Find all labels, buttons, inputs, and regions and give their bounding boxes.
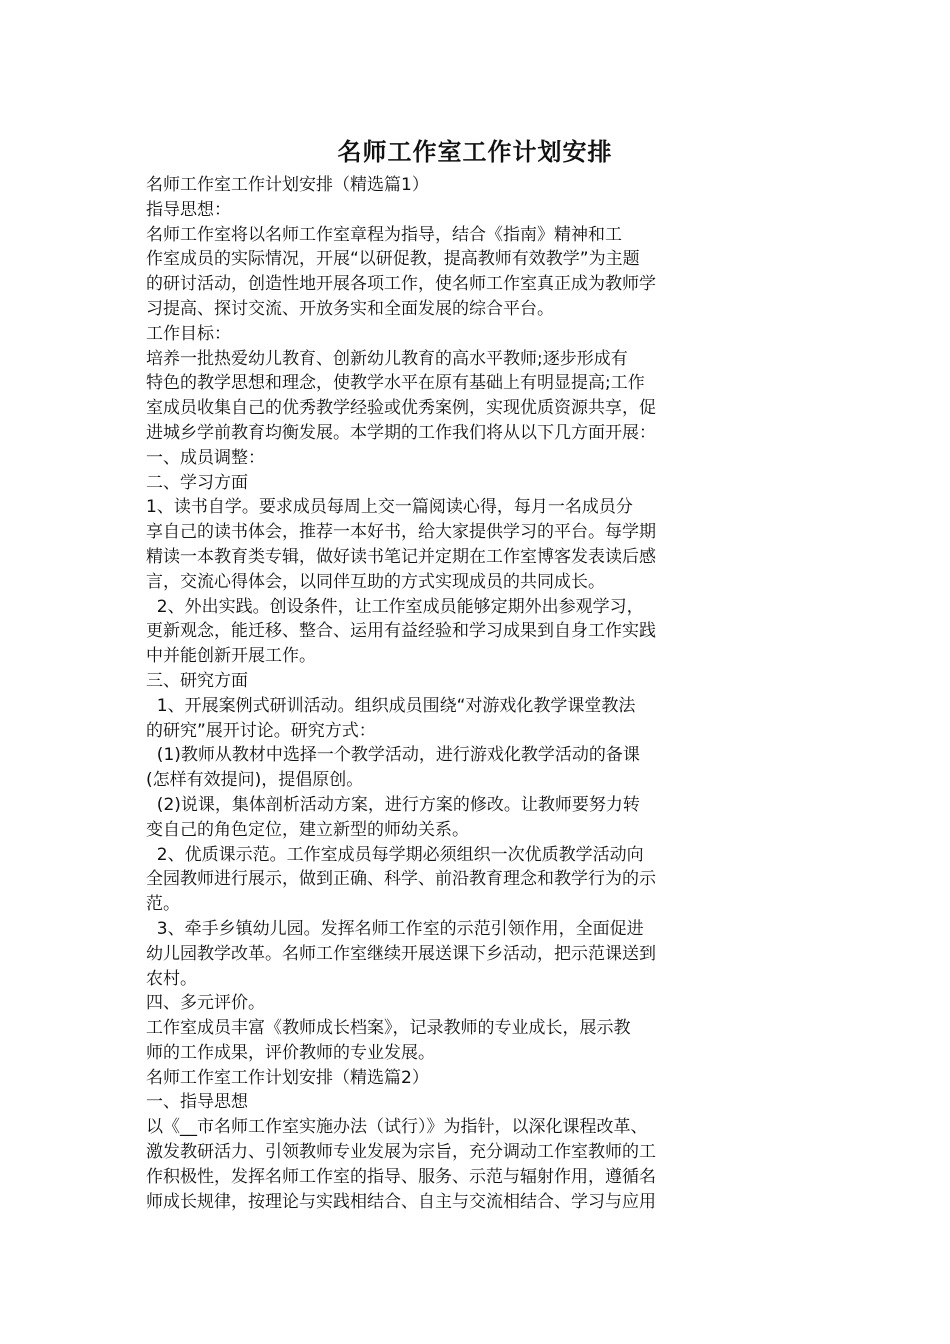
paragraph-line: 师的工作成果，评价教师的专业发展。 bbox=[146, 1042, 435, 1063]
paragraph-line: 农村。 bbox=[146, 968, 197, 989]
paragraph-line: 范。 bbox=[146, 894, 180, 915]
paragraph-line: 进城乡学前教育均衡发展。本学期的工作我们将从以下几方面开展： bbox=[146, 422, 656, 443]
paragraph-line: 以《__市名师工作室实施办法（试行）》为指针，以深化课程改革、 bbox=[146, 1117, 648, 1138]
document-title: 名师工作室工作计划安排 bbox=[337, 138, 613, 166]
paragraph-line: 享自己的读书体会，推荐一本好书，给大家提供学习的平台。每学期 bbox=[146, 522, 656, 543]
paragraph-line: 作室成员的实际情况，开展“以研促教，提高教师有效教学”为主题 bbox=[146, 249, 640, 270]
paragraph-line: 名师工作室工作计划安排（精选篇2） bbox=[146, 1067, 429, 1088]
paragraph-line: 三、研究方面 bbox=[146, 670, 248, 691]
paragraph-line: 3、牵手乡镇幼儿园。发挥名师工作室的示范引领作用，全面促进 bbox=[146, 918, 644, 939]
paragraph-line: 全园教师进行展示，做到正确、科学、前沿教育理念和教学行为的示 bbox=[146, 869, 656, 890]
paragraph-line: 精读一本教育类专辑，做好读书笔记并定期在工作室博客发表读后感 bbox=[146, 546, 656, 567]
paragraph-line: 作积极性，发挥名师工作室的指导、服务、示范与辐射作用，遵循名 bbox=[146, 1166, 656, 1187]
paragraph-line: 习提高、探讨交流、开放务实和全面发展的综合平台。 bbox=[146, 298, 554, 319]
paragraph-line: 工作目标： bbox=[146, 323, 231, 344]
paragraph-line: 名师工作室工作计划安排（精选篇1） bbox=[146, 175, 429, 195]
paragraph-line: 变自己的角色定位，建立新型的师幼关系。 bbox=[146, 819, 469, 840]
paragraph-line: 1、开展案例式研训活动。组织成员围绕“对游戏化教学课堂教法 bbox=[146, 695, 636, 716]
paragraph-line: 一、成员调整： bbox=[146, 447, 265, 468]
paragraph-line: (2)说课，集体剖析活动方案，进行方案的修改。让教师要努力转 bbox=[146, 794, 640, 815]
paragraph-line: 工作室成员丰富《教师成长档案》，记录教师的专业成长，展示教 bbox=[146, 1018, 631, 1039]
document-body bbox=[146, 173, 726, 1214]
paragraph-line: 四、多元评价。 bbox=[146, 993, 265, 1014]
paragraph-line: (1)教师从教材中选择一个教学活动，进行游戏化教学活动的备课 bbox=[146, 745, 640, 766]
paragraph-line: 的研讨活动，创造性地开展各项工作，使名师工作室真正成为教师学 bbox=[146, 274, 656, 295]
paragraph-line: 1、读书自学。要求成员每周上交一篇阅读心得，每月一名成员分 bbox=[146, 497, 633, 518]
paragraph-line: 言，交流心得体会，以同伴互助的方式实现成员的共同成长。 bbox=[146, 571, 605, 592]
paragraph-line: 特色的教学思想和理念，使教学水平在原有基础上有明显提高;工作 bbox=[146, 373, 645, 394]
paragraph-line: 培养一批热爱幼儿教育、创新幼儿教育的高水平教师;逐步形成有 bbox=[146, 348, 628, 369]
paragraph-line: 指导思想： bbox=[146, 199, 231, 220]
paragraph-line: (怎样有效提问)，提倡原创。 bbox=[146, 770, 364, 791]
paragraph-line: 激发教研活力、引领教师专业发展为宗旨，充分调动工作室教师的工 bbox=[146, 1142, 656, 1163]
paragraph-line: 更新观念，能迁移、整合、运用有益经验和学习成果到自身工作实践 bbox=[146, 621, 656, 642]
paragraph-line: 幼儿园教学改革。名师工作室继续开展送课下乡活动，把示范课送到 bbox=[146, 943, 656, 964]
paragraph-line: 中并能创新开展工作。 bbox=[146, 646, 316, 667]
paragraph-line: 师成长规律，按理论与实践相结合、自主与交流相结合、学习与应用 bbox=[146, 1191, 656, 1212]
paragraph-line: 名师工作室将以名师工作室章程为指导，结合《指南》精神和工 bbox=[146, 224, 622, 245]
paragraph-line: 一、指导思想 bbox=[146, 1092, 248, 1113]
paragraph-line: 2、优质课示范。工作室成员每学期必须组织一次优质教学活动向 bbox=[146, 844, 644, 865]
paragraph-line: 二、学习方面 bbox=[146, 472, 248, 493]
paragraph-line: 2、外出实践。创设条件，让工作室成员能够定期外出参观学习， bbox=[146, 596, 644, 617]
paragraph-line: 室成员收集自己的优秀教学经验或优秀案例，实现优质资源共享，促 bbox=[146, 398, 656, 419]
paragraph-line: 的研究”展开讨论。研究方式： bbox=[146, 720, 376, 741]
